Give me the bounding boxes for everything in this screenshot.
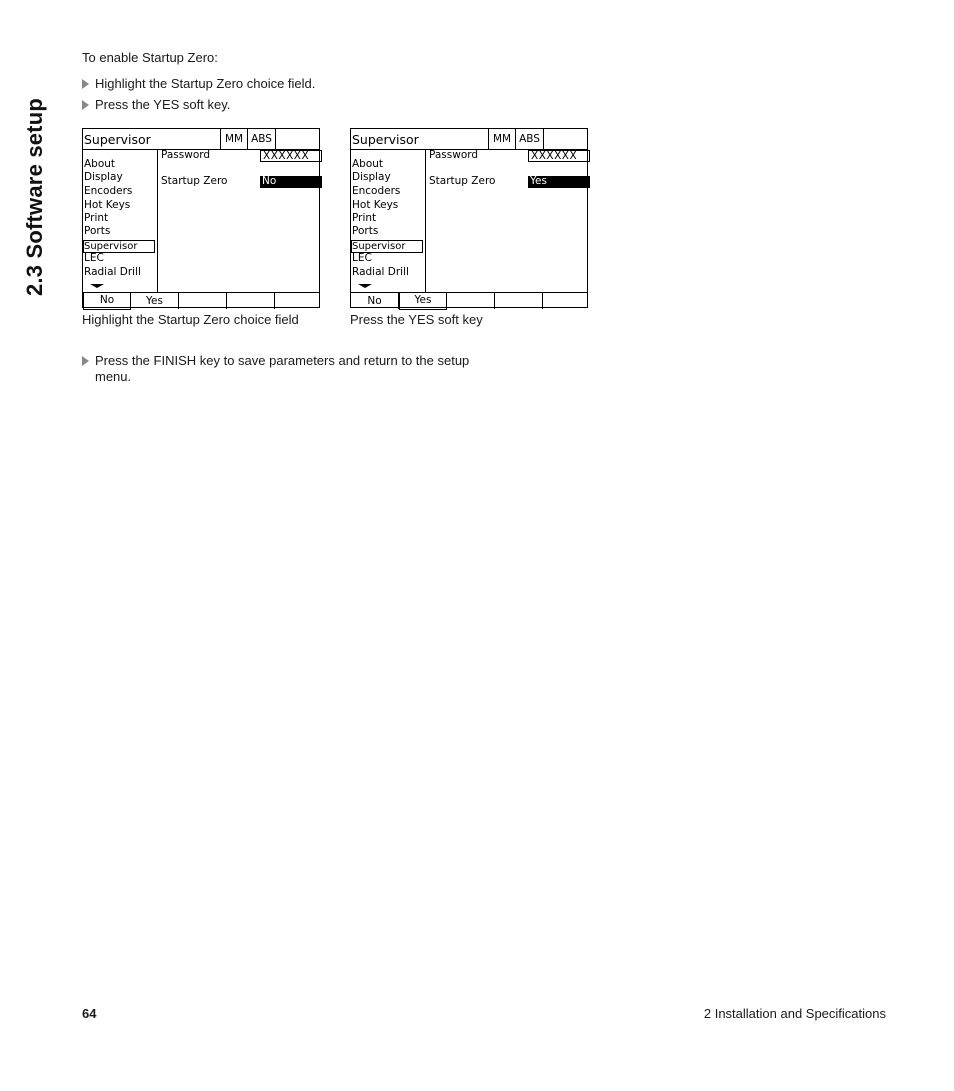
softkey-5[interactable] (543, 293, 587, 309)
softkey-4[interactable] (495, 293, 543, 309)
screen-titlebar (351, 129, 587, 150)
step-highlight-field: Highlight the Startup Zero choice field. (82, 76, 315, 92)
softkey-3[interactable] (179, 293, 227, 309)
bullet-arrow-icon (82, 79, 89, 89)
menu-item-encoders[interactable]: Encoders (352, 185, 401, 197)
intro-text: To enable Startup Zero: (82, 50, 218, 65)
menu-item-hot-keys[interactable]: Hot Keys (84, 199, 131, 211)
softkey-no[interactable]: No (351, 293, 399, 309)
menu-item-supervisor[interactable]: Supervisor (351, 240, 423, 253)
setup-menu (351, 149, 426, 292)
menu-item-radial-drill[interactable]: Radial Drill (84, 266, 141, 278)
menu-item-encoders[interactable]: Encoders (84, 185, 133, 197)
password-label: Password (429, 149, 479, 161)
units-indicator: MM (488, 129, 516, 149)
menu-item-ports[interactable]: Ports (84, 225, 111, 237)
softkey-4[interactable] (227, 293, 275, 309)
setup-menu (83, 149, 158, 292)
bullet-arrow-icon (82, 356, 89, 366)
menu-item-lec[interactable]: LEC (84, 252, 104, 264)
step-press-yes: Press the YES soft key. (82, 97, 230, 113)
mode-indicator: ABS (248, 129, 276, 149)
screen-caption: Press the YES soft key (350, 312, 483, 327)
page-number: 64 (82, 1006, 97, 1021)
softkey-3[interactable] (447, 293, 495, 309)
menu-item-display[interactable]: Display (84, 171, 123, 183)
password-field[interactable]: XXXXXX (260, 150, 322, 162)
startup-zero-field[interactable]: No (260, 176, 322, 188)
menu-item-supervisor[interactable]: Supervisor (83, 240, 155, 253)
step-press-finish: Press the FINISH key to save parameters and return to the setup menu. (82, 353, 469, 385)
mode-indicator: ABS (516, 129, 544, 149)
menu-item-ports[interactable]: Ports (352, 225, 379, 237)
softkey-5[interactable] (275, 293, 319, 309)
startup-zero-label: Startup Zero (161, 175, 228, 187)
screen-press-yes (350, 128, 588, 308)
bullet-arrow-icon (82, 100, 89, 110)
menu-item-print[interactable]: Print (84, 212, 109, 224)
chapter-title: 2 Installation and Specifications (703, 1006, 886, 1021)
softkey-no[interactable]: No (83, 292, 131, 310)
menu-item-radial-drill[interactable]: Radial Drill (352, 266, 409, 278)
startup-zero-field[interactable]: Yes (528, 176, 590, 188)
screen-caption: Highlight the Startup Zero choice field (82, 312, 299, 327)
startup-zero-label: Startup Zero (429, 175, 496, 187)
menu-item-about[interactable]: About (84, 158, 116, 170)
screen-title: Supervisor (352, 132, 419, 147)
softkey-yes[interactable]: Yes (131, 293, 179, 309)
screen-highlight-field (82, 128, 320, 308)
screen-title: Supervisor (84, 132, 151, 147)
menu-item-hot-keys[interactable]: Hot Keys (352, 199, 399, 211)
section-title: 2.3 Software setup (22, 98, 47, 296)
menu-item-lec[interactable]: LEC (352, 252, 372, 264)
units-indicator: MM (220, 129, 248, 149)
softkey-yes[interactable]: Yes (399, 292, 447, 310)
menu-item-display[interactable]: Display (352, 171, 391, 183)
password-field[interactable]: XXXXXX (528, 150, 590, 162)
scroll-down-icon (358, 284, 372, 288)
menu-item-about[interactable]: About (352, 158, 384, 170)
softkey-bar (351, 292, 587, 309)
scroll-down-icon (90, 284, 104, 288)
screen-titlebar (83, 129, 319, 150)
softkey-bar (83, 292, 319, 309)
menu-item-print[interactable]: Print (352, 212, 377, 224)
password-label: Password (161, 149, 211, 161)
